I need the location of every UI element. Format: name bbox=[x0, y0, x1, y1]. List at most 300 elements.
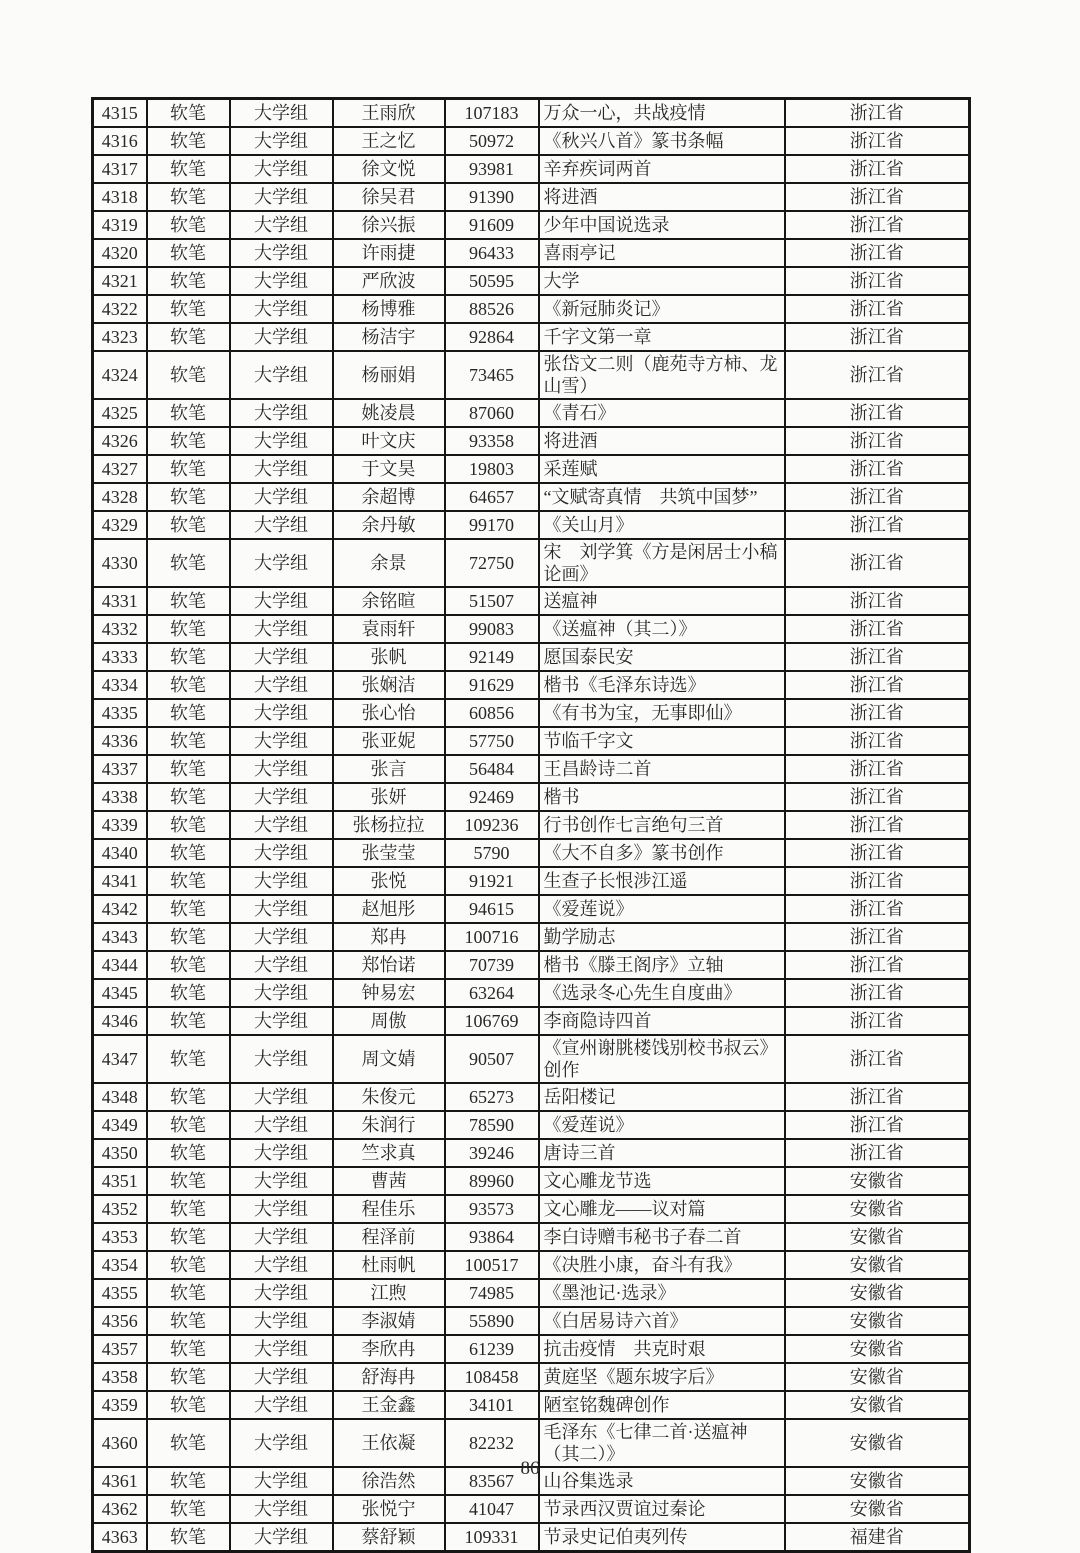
cell-category: 软笔 bbox=[147, 867, 230, 895]
page-number: 86 bbox=[520, 1458, 540, 1479]
table-row bbox=[93, 455, 970, 483]
cell-group: 大学组 bbox=[230, 1167, 333, 1195]
cell-province: 浙江省 bbox=[785, 239, 970, 267]
cell-entry-id: 4337 bbox=[93, 755, 147, 783]
cell-entry-id: 4342 bbox=[93, 895, 147, 923]
cell-category: 软笔 bbox=[147, 755, 230, 783]
cell-name: 李淑婧 bbox=[333, 1307, 445, 1335]
cell-province: 浙江省 bbox=[785, 867, 970, 895]
cell-province: 安徽省 bbox=[785, 1391, 970, 1419]
cell-group: 大学组 bbox=[230, 455, 333, 483]
table-row bbox=[93, 1223, 970, 1251]
cell-category: 软笔 bbox=[147, 895, 230, 923]
table-row bbox=[93, 427, 970, 455]
cell-entry-number: 19803 bbox=[445, 455, 539, 483]
cell-group: 大学组 bbox=[230, 839, 333, 867]
cell-name: 蔡舒颖 bbox=[333, 1523, 445, 1552]
cell-name: 张莹莹 bbox=[333, 839, 445, 867]
cell-category: 软笔 bbox=[147, 923, 230, 951]
cell-name: 王金鑫 bbox=[333, 1391, 445, 1419]
cell-work-title: 《宣州谢朓楼饯别校书叔云》创作 bbox=[539, 1035, 785, 1083]
cell-name: 郑怡诺 bbox=[333, 951, 445, 979]
cell-entry-id: 4327 bbox=[93, 455, 147, 483]
cell-province: 浙江省 bbox=[785, 699, 970, 727]
cell-work-title: 行书创作七言绝句三首 bbox=[539, 811, 785, 839]
cell-work-title: 勤学励志 bbox=[539, 923, 785, 951]
cell-group: 大学组 bbox=[230, 587, 333, 615]
cell-group: 大学组 bbox=[230, 239, 333, 267]
cell-work-title: 《墨池记·选录》 bbox=[539, 1279, 785, 1307]
table-row bbox=[93, 1007, 970, 1035]
cell-entry-number: 91609 bbox=[445, 211, 539, 239]
cell-work-title: 《送瘟神（其二）》 bbox=[539, 615, 785, 643]
cell-entry-number: 55890 bbox=[445, 1307, 539, 1335]
cell-work-title: 节录西汉贾谊过秦论 bbox=[539, 1495, 785, 1523]
cell-entry-number: 57750 bbox=[445, 727, 539, 755]
cell-name: 张言 bbox=[333, 755, 445, 783]
cell-entry-id: 4319 bbox=[93, 211, 147, 239]
cell-entry-id: 4360 bbox=[93, 1419, 147, 1467]
cell-province: 浙江省 bbox=[785, 1083, 970, 1111]
cell-category: 软笔 bbox=[147, 951, 230, 979]
cell-work-title: 节录史记伯夷列传 bbox=[539, 1523, 785, 1552]
cell-category: 软笔 bbox=[147, 239, 230, 267]
cell-work-title: 王昌龄诗二首 bbox=[539, 755, 785, 783]
cell-province: 浙江省 bbox=[785, 1007, 970, 1035]
cell-province: 浙江省 bbox=[785, 671, 970, 699]
cell-name: 杨博雅 bbox=[333, 295, 445, 323]
cell-province: 安徽省 bbox=[785, 1335, 970, 1363]
cell-entry-number: 5790 bbox=[445, 839, 539, 867]
cell-entry-id: 4326 bbox=[93, 427, 147, 455]
table-row bbox=[93, 755, 970, 783]
cell-category: 软笔 bbox=[147, 539, 230, 587]
cell-entry-id: 4329 bbox=[93, 511, 147, 539]
cell-entry-id: 4345 bbox=[93, 979, 147, 1007]
cell-entry-number: 92149 bbox=[445, 643, 539, 671]
cell-name: 叶文庆 bbox=[333, 427, 445, 455]
results-table-container bbox=[91, 97, 971, 1553]
cell-category: 软笔 bbox=[147, 155, 230, 183]
cell-group: 大学组 bbox=[230, 615, 333, 643]
cell-name: 李欣冉 bbox=[333, 1335, 445, 1363]
cell-province: 浙江省 bbox=[785, 895, 970, 923]
cell-entry-number: 83567 bbox=[445, 1467, 539, 1495]
cell-group: 大学组 bbox=[230, 99, 333, 128]
table-row bbox=[93, 895, 970, 923]
table-row bbox=[93, 811, 970, 839]
cell-name: 余景 bbox=[333, 539, 445, 587]
cell-group: 大学组 bbox=[230, 1279, 333, 1307]
cell-group: 大学组 bbox=[230, 351, 333, 399]
cell-category: 软笔 bbox=[147, 671, 230, 699]
cell-entry-number: 78590 bbox=[445, 1111, 539, 1139]
cell-name: 张悦 bbox=[333, 867, 445, 895]
cell-name: 徐浩然 bbox=[333, 1467, 445, 1495]
cell-category: 软笔 bbox=[147, 811, 230, 839]
table-row bbox=[93, 211, 970, 239]
cell-category: 软笔 bbox=[147, 727, 230, 755]
cell-group: 大学组 bbox=[230, 1083, 333, 1111]
cell-category: 软笔 bbox=[147, 1307, 230, 1335]
cell-category: 软笔 bbox=[147, 1467, 230, 1495]
cell-category: 软笔 bbox=[147, 1035, 230, 1083]
cell-entry-id: 4341 bbox=[93, 867, 147, 895]
cell-entry-id: 4316 bbox=[93, 127, 147, 155]
cell-entry-id: 4362 bbox=[93, 1495, 147, 1523]
cell-entry-number: 93981 bbox=[445, 155, 539, 183]
table-row bbox=[93, 1035, 970, 1083]
cell-province: 安徽省 bbox=[785, 1467, 970, 1495]
cell-group: 大学组 bbox=[230, 727, 333, 755]
cell-entry-id: 4350 bbox=[93, 1139, 147, 1167]
cell-name: 江煦 bbox=[333, 1279, 445, 1307]
table-row bbox=[93, 951, 970, 979]
cell-category: 软笔 bbox=[147, 211, 230, 239]
cell-entry-id: 4351 bbox=[93, 1167, 147, 1195]
cell-category: 软笔 bbox=[147, 643, 230, 671]
cell-name: 张帆 bbox=[333, 643, 445, 671]
cell-work-title: 李白诗赠韦秘书子春二首 bbox=[539, 1223, 785, 1251]
cell-entry-id: 4363 bbox=[93, 1523, 147, 1552]
cell-work-title: “文赋寄真情 共筑中国梦” bbox=[539, 483, 785, 511]
cell-entry-id: 4340 bbox=[93, 839, 147, 867]
cell-category: 软笔 bbox=[147, 483, 230, 511]
cell-group: 大学组 bbox=[230, 783, 333, 811]
cell-category: 软笔 bbox=[147, 1523, 230, 1552]
cell-entry-id: 4347 bbox=[93, 1035, 147, 1083]
cell-name: 程泽前 bbox=[333, 1223, 445, 1251]
cell-name: 于文昊 bbox=[333, 455, 445, 483]
cell-entry-id: 4336 bbox=[93, 727, 147, 755]
cell-group: 大学组 bbox=[230, 1419, 333, 1467]
cell-category: 软笔 bbox=[147, 455, 230, 483]
cell-entry-number: 91390 bbox=[445, 183, 539, 211]
table-row bbox=[93, 867, 970, 895]
cell-group: 大学组 bbox=[230, 127, 333, 155]
cell-work-title: 宋 刘学箕《方是闲居士小稿论画》 bbox=[539, 539, 785, 587]
table-row bbox=[93, 1307, 970, 1335]
cell-entry-number: 91921 bbox=[445, 867, 539, 895]
cell-category: 软笔 bbox=[147, 351, 230, 399]
cell-name: 许雨捷 bbox=[333, 239, 445, 267]
cell-category: 软笔 bbox=[147, 1419, 230, 1467]
cell-name: 余丹敏 bbox=[333, 511, 445, 539]
cell-entry-number: 64657 bbox=[445, 483, 539, 511]
cell-work-title: 千字文第一章 bbox=[539, 323, 785, 351]
cell-entry-id: 4325 bbox=[93, 399, 147, 427]
cell-group: 大学组 bbox=[230, 699, 333, 727]
cell-province: 浙江省 bbox=[785, 511, 970, 539]
cell-category: 软笔 bbox=[147, 979, 230, 1007]
table-row bbox=[93, 295, 970, 323]
cell-entry-id: 4352 bbox=[93, 1195, 147, 1223]
cell-group: 大学组 bbox=[230, 1307, 333, 1335]
cell-name: 余超博 bbox=[333, 483, 445, 511]
cell-province: 安徽省 bbox=[785, 1167, 970, 1195]
cell-group: 大学组 bbox=[230, 979, 333, 1007]
cell-name: 姚凌晨 bbox=[333, 399, 445, 427]
cell-province: 浙江省 bbox=[785, 539, 970, 587]
table-row bbox=[93, 511, 970, 539]
cell-group: 大学组 bbox=[230, 1335, 333, 1363]
table-row bbox=[93, 699, 970, 727]
table-row bbox=[93, 1111, 970, 1139]
cell-category: 软笔 bbox=[147, 511, 230, 539]
cell-name: 张心怡 bbox=[333, 699, 445, 727]
cell-entry-number: 93573 bbox=[445, 1195, 539, 1223]
cell-name: 程佳乐 bbox=[333, 1195, 445, 1223]
cell-province: 浙江省 bbox=[785, 979, 970, 1007]
cell-work-title: 《新冠肺炎记》 bbox=[539, 295, 785, 323]
cell-group: 大学组 bbox=[230, 1523, 333, 1552]
cell-group: 大学组 bbox=[230, 811, 333, 839]
cell-province: 安徽省 bbox=[785, 1363, 970, 1391]
cell-category: 软笔 bbox=[147, 783, 230, 811]
table-row bbox=[93, 1335, 970, 1363]
cell-entry-id: 4330 bbox=[93, 539, 147, 587]
cell-category: 软笔 bbox=[147, 1195, 230, 1223]
cell-entry-id: 4315 bbox=[93, 99, 147, 128]
table-row bbox=[93, 483, 970, 511]
cell-category: 软笔 bbox=[147, 1495, 230, 1523]
cell-group: 大学组 bbox=[230, 211, 333, 239]
cell-group: 大学组 bbox=[230, 483, 333, 511]
table-row bbox=[93, 155, 970, 183]
cell-work-title: 愿国泰民安 bbox=[539, 643, 785, 671]
cell-entry-number: 100716 bbox=[445, 923, 539, 951]
cell-work-title: 抗击疫情 共克时艰 bbox=[539, 1335, 785, 1363]
cell-group: 大学组 bbox=[230, 951, 333, 979]
cell-work-title: 喜雨亭记 bbox=[539, 239, 785, 267]
cell-province: 浙江省 bbox=[785, 155, 970, 183]
cell-work-title: 岳阳楼记 bbox=[539, 1083, 785, 1111]
cell-entry-number: 96433 bbox=[445, 239, 539, 267]
table-row bbox=[93, 1279, 970, 1307]
cell-work-title: 采莲赋 bbox=[539, 455, 785, 483]
cell-group: 大学组 bbox=[230, 1111, 333, 1139]
cell-province: 安徽省 bbox=[785, 1495, 970, 1523]
cell-entry-id: 4344 bbox=[93, 951, 147, 979]
cell-province: 浙江省 bbox=[785, 839, 970, 867]
cell-work-title: 生查子长恨涉江遥 bbox=[539, 867, 785, 895]
cell-entry-number: 60856 bbox=[445, 699, 539, 727]
cell-work-title: 黄庭坚《题东坡字后》 bbox=[539, 1363, 785, 1391]
table-row bbox=[93, 1495, 970, 1523]
table-row bbox=[93, 1523, 970, 1552]
cell-province: 浙江省 bbox=[785, 483, 970, 511]
cell-province: 浙江省 bbox=[785, 755, 970, 783]
cell-group: 大学组 bbox=[230, 1467, 333, 1495]
cell-entry-number: 100517 bbox=[445, 1251, 539, 1279]
cell-entry-id: 4321 bbox=[93, 267, 147, 295]
cell-entry-number: 99170 bbox=[445, 511, 539, 539]
cell-entry-id: 4356 bbox=[93, 1307, 147, 1335]
cell-province: 浙江省 bbox=[785, 211, 970, 239]
cell-entry-id: 4328 bbox=[93, 483, 147, 511]
cell-name: 周文婧 bbox=[333, 1035, 445, 1083]
cell-entry-number: 109331 bbox=[445, 1523, 539, 1552]
cell-group: 大学组 bbox=[230, 1495, 333, 1523]
cell-group: 大学组 bbox=[230, 295, 333, 323]
cell-entry-number: 106769 bbox=[445, 1007, 539, 1035]
table-row bbox=[93, 323, 970, 351]
cell-entry-id: 4317 bbox=[93, 155, 147, 183]
cell-entry-id: 4331 bbox=[93, 587, 147, 615]
cell-province: 浙江省 bbox=[785, 1139, 970, 1167]
cell-province: 浙江省 bbox=[785, 587, 970, 615]
cell-entry-number: 92864 bbox=[445, 323, 539, 351]
results-table-body bbox=[93, 99, 970, 1552]
cell-work-title: 李商隐诗四首 bbox=[539, 1007, 785, 1035]
cell-name: 张妍 bbox=[333, 783, 445, 811]
cell-group: 大学组 bbox=[230, 671, 333, 699]
cell-province: 浙江省 bbox=[785, 727, 970, 755]
cell-category: 软笔 bbox=[147, 1111, 230, 1139]
table-row bbox=[93, 615, 970, 643]
cell-work-title: 《有书为宝，无事即仙》 bbox=[539, 699, 785, 727]
cell-province: 浙江省 bbox=[785, 615, 970, 643]
cell-entry-number: 70739 bbox=[445, 951, 539, 979]
cell-group: 大学组 bbox=[230, 323, 333, 351]
cell-entry-number: 72750 bbox=[445, 539, 539, 587]
cell-name: 朱俊元 bbox=[333, 1083, 445, 1111]
cell-category: 软笔 bbox=[147, 427, 230, 455]
cell-work-title: 楷书《毛泽东诗选》 bbox=[539, 671, 785, 699]
cell-entry-number: 82232 bbox=[445, 1419, 539, 1467]
cell-category: 软笔 bbox=[147, 267, 230, 295]
cell-entry-number: 107183 bbox=[445, 99, 539, 128]
cell-entry-number: 91629 bbox=[445, 671, 539, 699]
cell-entry-id: 4339 bbox=[93, 811, 147, 839]
table-row bbox=[93, 1139, 970, 1167]
cell-group: 大学组 bbox=[230, 755, 333, 783]
cell-work-title: 万众一心，共战疫情 bbox=[539, 99, 785, 128]
cell-entry-id: 4353 bbox=[93, 1223, 147, 1251]
cell-group: 大学组 bbox=[230, 399, 333, 427]
table-row bbox=[93, 1391, 970, 1419]
table-row bbox=[93, 267, 970, 295]
cell-entry-id: 4359 bbox=[93, 1391, 147, 1419]
cell-name: 张杨拉拉 bbox=[333, 811, 445, 839]
cell-entry-number: 87060 bbox=[445, 399, 539, 427]
cell-work-title: 楷书 bbox=[539, 783, 785, 811]
cell-group: 大学组 bbox=[230, 1195, 333, 1223]
cell-work-title: 节临千字文 bbox=[539, 727, 785, 755]
cell-category: 软笔 bbox=[147, 1167, 230, 1195]
cell-category: 软笔 bbox=[147, 399, 230, 427]
cell-category: 软笔 bbox=[147, 839, 230, 867]
cell-province: 浙江省 bbox=[785, 643, 970, 671]
cell-entry-id: 4322 bbox=[93, 295, 147, 323]
cell-province: 安徽省 bbox=[785, 1251, 970, 1279]
cell-entry-number: 92469 bbox=[445, 783, 539, 811]
table-row bbox=[93, 1167, 970, 1195]
cell-entry-number: 90507 bbox=[445, 1035, 539, 1083]
cell-name: 张悦宁 bbox=[333, 1495, 445, 1523]
cell-province: 安徽省 bbox=[785, 1279, 970, 1307]
cell-name: 余铭暄 bbox=[333, 587, 445, 615]
cell-entry-id: 4358 bbox=[93, 1363, 147, 1391]
cell-category: 软笔 bbox=[147, 1007, 230, 1035]
cell-category: 软笔 bbox=[147, 1251, 230, 1279]
cell-group: 大学组 bbox=[230, 1363, 333, 1391]
cell-entry-id: 4346 bbox=[93, 1007, 147, 1035]
cell-entry-id: 4318 bbox=[93, 183, 147, 211]
cell-entry-number: 41047 bbox=[445, 1495, 539, 1523]
table-row bbox=[93, 183, 970, 211]
cell-entry-id: 4338 bbox=[93, 783, 147, 811]
cell-name: 严欣波 bbox=[333, 267, 445, 295]
cell-entry-number: 99083 bbox=[445, 615, 539, 643]
cell-entry-id: 4323 bbox=[93, 323, 147, 351]
cell-category: 软笔 bbox=[147, 1391, 230, 1419]
table-row bbox=[93, 923, 970, 951]
cell-work-title: 楷书《滕王阁序》立轴 bbox=[539, 951, 785, 979]
cell-category: 软笔 bbox=[147, 323, 230, 351]
cell-entry-number: 109236 bbox=[445, 811, 539, 839]
cell-group: 大学组 bbox=[230, 923, 333, 951]
cell-entry-id: 4348 bbox=[93, 1083, 147, 1111]
table-row bbox=[93, 727, 970, 755]
table-row bbox=[93, 1251, 970, 1279]
cell-province: 浙江省 bbox=[785, 351, 970, 399]
cell-category: 软笔 bbox=[147, 1223, 230, 1251]
cell-work-title: 送瘟神 bbox=[539, 587, 785, 615]
cell-work-title: 陋室铭魏碑创作 bbox=[539, 1391, 785, 1419]
cell-entry-number: 50595 bbox=[445, 267, 539, 295]
cell-province: 浙江省 bbox=[785, 1111, 970, 1139]
cell-entry-number: 56484 bbox=[445, 755, 539, 783]
cell-work-title: 山谷集选录 bbox=[539, 1467, 785, 1495]
cell-entry-number: 73465 bbox=[445, 351, 539, 399]
table-row bbox=[93, 1363, 970, 1391]
cell-category: 软笔 bbox=[147, 127, 230, 155]
table-row bbox=[93, 643, 970, 671]
cell-entry-number: 74985 bbox=[445, 1279, 539, 1307]
cell-name: 杜雨帆 bbox=[333, 1251, 445, 1279]
cell-entry-id: 4343 bbox=[93, 923, 147, 951]
cell-entry-number: 108458 bbox=[445, 1363, 539, 1391]
cell-province: 安徽省 bbox=[785, 1307, 970, 1335]
cell-work-title: 少年中国说选录 bbox=[539, 211, 785, 239]
cell-entry-id: 4349 bbox=[93, 1111, 147, 1139]
cell-category: 软笔 bbox=[147, 1139, 230, 1167]
cell-name: 张娴洁 bbox=[333, 671, 445, 699]
cell-province: 浙江省 bbox=[785, 399, 970, 427]
cell-category: 软笔 bbox=[147, 1083, 230, 1111]
table-row bbox=[93, 127, 970, 155]
cell-group: 大学组 bbox=[230, 1223, 333, 1251]
cell-entry-number: 39246 bbox=[445, 1139, 539, 1167]
cell-name: 王依凝 bbox=[333, 1419, 445, 1467]
cell-work-title: 辛弃疾词两首 bbox=[539, 155, 785, 183]
table-row bbox=[93, 1195, 970, 1223]
cell-province: 浙江省 bbox=[785, 455, 970, 483]
cell-work-title: 将进酒 bbox=[539, 183, 785, 211]
cell-group: 大学组 bbox=[230, 1391, 333, 1419]
cell-entry-id: 4334 bbox=[93, 671, 147, 699]
cell-province: 浙江省 bbox=[785, 923, 970, 951]
cell-name: 杨洁宇 bbox=[333, 323, 445, 351]
cell-name: 周傲 bbox=[333, 1007, 445, 1035]
cell-work-title: 《关山月》 bbox=[539, 511, 785, 539]
cell-group: 大学组 bbox=[230, 1035, 333, 1083]
cell-group: 大学组 bbox=[230, 183, 333, 211]
table-row bbox=[93, 539, 970, 587]
cell-name: 舒海冉 bbox=[333, 1363, 445, 1391]
cell-category: 软笔 bbox=[147, 1363, 230, 1391]
